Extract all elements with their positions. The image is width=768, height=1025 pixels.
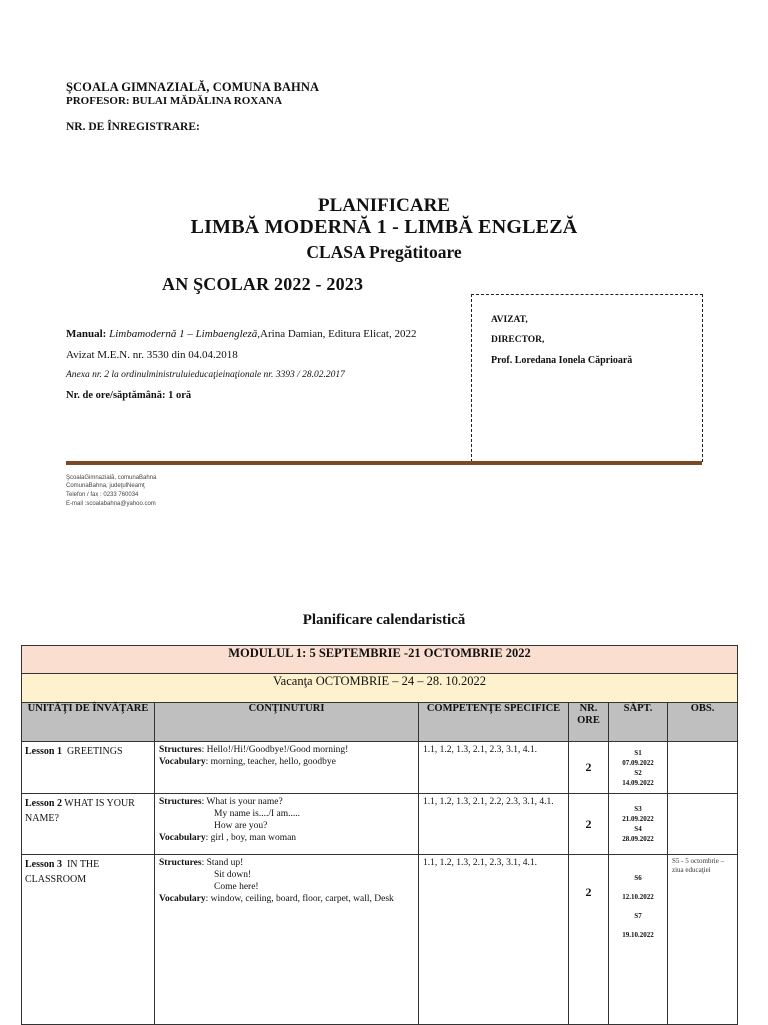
week-date: 14.09.2022 bbox=[622, 778, 654, 787]
footer-email: E-mail :scoalabahna@yahoo.com bbox=[66, 501, 156, 507]
week-label: S4 bbox=[634, 825, 642, 833]
col-week: SĂPT. bbox=[609, 703, 668, 742]
director-name: Prof. Loredana Ionela Căprioară bbox=[491, 355, 633, 366]
week-date: 12.10.2022 bbox=[622, 893, 654, 901]
col-competences: COMPETENŢE SPECIFICE bbox=[419, 703, 569, 742]
approval-label: AVIZAT, bbox=[491, 315, 528, 325]
manual-publisher: Arina Damian, Editura Elicat, 2022 bbox=[260, 328, 417, 340]
hours-per-week: Nr. de ore/săptămână: 1 oră bbox=[66, 390, 192, 401]
annex-reference: Anexa nr. 2 la ordinulministruluieducaţieinaţionale nr. 3393 / 28.02.2017 bbox=[66, 370, 345, 380]
col-hours: NR. ORE bbox=[569, 703, 609, 742]
week-date: 19.10.2022 bbox=[622, 931, 654, 939]
registration-number: NR. DE ÎNREGISTRARE: bbox=[66, 121, 200, 133]
table-row: Lesson 2 WHAT IS YOUR NAME? Structures: What is your name? My name is..../I am..... How are you? Vocabulary: girl , boy, man woman 1.1, 1.2, 1.3, 2.1, 2.2, 2.3, 3.1, 4.1. 2 S3 21.09.2022 S4 28.09.2022 bbox=[22, 794, 738, 855]
week-cell bbox=[609, 794, 668, 855]
week-cell bbox=[609, 855, 668, 1025]
structures-text: Hello!/Hi!/Goodbye!/Good morning! bbox=[206, 745, 349, 755]
col-obs: OBS. bbox=[668, 703, 738, 742]
manual-label: Manual: bbox=[66, 328, 107, 340]
manual-title: Limbamodernă 1 – Limbaengleză, bbox=[109, 328, 261, 340]
footer-address: ComunaBahna, judeţulNeamţ bbox=[66, 483, 145, 489]
competences-cell: 1.1, 1.2, 1.3, 2.1, 2.3, 3.1, 4.1. bbox=[419, 855, 569, 1025]
structures-line: My name is..../I am..... bbox=[214, 809, 301, 819]
professor-name: PROFESOR: BULAI MĂDĂLINA ROXANA bbox=[66, 95, 283, 107]
hours-cell: 2 bbox=[569, 855, 609, 1025]
col-contents: CONŢINUTURI bbox=[155, 703, 419, 742]
structures-text: Stand up! bbox=[206, 858, 244, 868]
week-label: S6 bbox=[634, 874, 642, 882]
director-label: DIRECTOR, bbox=[491, 335, 545, 345]
structures-line: Come here! bbox=[214, 882, 259, 892]
competences-cell: 1.1, 1.2, 1.3, 2.1, 2.3, 3.1, 4.1. bbox=[419, 742, 569, 794]
week-date: 07.09.2022 bbox=[622, 758, 654, 767]
table-row: Lesson 1 GREETINGS Structures: Hello!/Hi!/Goodbye!/Good morning! Vocabulary: morning, teacher, hello, goodbye 1.1, 1.2, 1.3, 2.1, 2.3, 3.1, 4.1. 2 S1 07.09.2022 S2 14.09.2022 bbox=[22, 742, 738, 794]
vocabulary-label: Vocabulary bbox=[159, 833, 206, 843]
vocabulary-label: Vocabulary bbox=[159, 894, 206, 904]
obs-cell bbox=[668, 742, 738, 794]
vocabulary-text: morning, teacher, hello, goodbye bbox=[210, 757, 336, 767]
manual-info bbox=[66, 328, 416, 340]
lesson-title: GREETINGS bbox=[66, 746, 123, 757]
col-units: UNITĂŢI DE ÎNVĂŢARE bbox=[22, 703, 155, 742]
week-date: 21.09.2022 bbox=[622, 815, 654, 823]
structures-text: What is your name? bbox=[206, 797, 283, 807]
hours-cell: 2 bbox=[569, 794, 609, 855]
class-title: CLASA Pregătitoare bbox=[306, 242, 462, 262]
structures-label: Structures bbox=[159, 797, 202, 807]
week-label: S3 bbox=[634, 805, 642, 813]
footer-phone: Telefon / fax : 0233 760034 bbox=[66, 492, 139, 498]
lesson-title: WHAT IS YOUR NAME? bbox=[25, 798, 135, 824]
lesson-label: Lesson 1 bbox=[25, 746, 62, 757]
approval-number: Avizat M.E.N. nr. 3530 din 04.04.2018 bbox=[66, 349, 238, 361]
competences-cell: 1.1, 1.2, 1.3, 2.1, 2.2, 2.3, 3.1, 4.1. bbox=[419, 794, 569, 855]
hours-cell: 2 bbox=[569, 742, 609, 794]
planning-table bbox=[21, 645, 738, 1025]
week-date: 28.09.2022 bbox=[622, 835, 654, 843]
week-label: S7 bbox=[634, 912, 642, 920]
week-label: S1 bbox=[634, 748, 642, 757]
vocabulary-text: window, ceiling, board, floor, carpet, wall, Desk bbox=[210, 894, 394, 904]
header-divider bbox=[66, 461, 702, 465]
structures-line: How are you? bbox=[214, 821, 268, 831]
plan-title: Planificare calendaristică bbox=[302, 612, 466, 628]
table-row: Lesson 3 IN THE CLASSROOM Structures: Stand up! Sit down! Come here! Vocabulary: window, ceiling, board, floor, carpet, wall, Desk 1.1, 1.2, 1.3, 2.1, 2.3, 3.1, 4.1. 2 S6 12.10.2022 S7 19.10.2022 S5 - 5 octombrie – ziua educaţiei bbox=[22, 855, 738, 1025]
school-year: AN ŞCOLAR 2022 - 2023 bbox=[162, 274, 364, 294]
school-name: ŞCOALA GIMNAZIALĂ, COMUNA BAHNA bbox=[66, 80, 320, 94]
vocabulary-text: girl , boy, man woman bbox=[210, 833, 297, 843]
obs-cell bbox=[668, 794, 738, 855]
structures-label: Structures bbox=[159, 858, 202, 868]
week-label: S2 bbox=[634, 768, 642, 777]
document-title: PLANIFICARE bbox=[318, 195, 450, 216]
lesson-label: Lesson 2 bbox=[25, 798, 62, 809]
vocabulary-label: Vocabulary bbox=[159, 757, 206, 767]
lesson-title: IN THE CLASSROOM bbox=[25, 859, 100, 885]
structures-label: Structures bbox=[159, 745, 202, 755]
obs-cell: S5 - 5 octombrie – ziua educaţiei bbox=[668, 855, 738, 1025]
vacation-row: Vacanţa OCTOMBRIE – 24 – 28. 10.2022 bbox=[22, 674, 738, 703]
lesson-label: Lesson 3 bbox=[25, 859, 62, 870]
subject-title: LIMBĂ MODERNĂ 1 - LIMBĂ ENGLEZĂ bbox=[190, 216, 578, 238]
approval-box bbox=[471, 294, 703, 462]
footer-school: ŞcoalaGimnazială, comunaBahna bbox=[66, 475, 157, 481]
week-cell bbox=[609, 742, 668, 794]
module-header: MODULUL 1: 5 SEPTEMBRIE -21 OCTOMBRIE 2022 bbox=[22, 646, 738, 674]
structures-line: Sit down! bbox=[214, 870, 252, 880]
